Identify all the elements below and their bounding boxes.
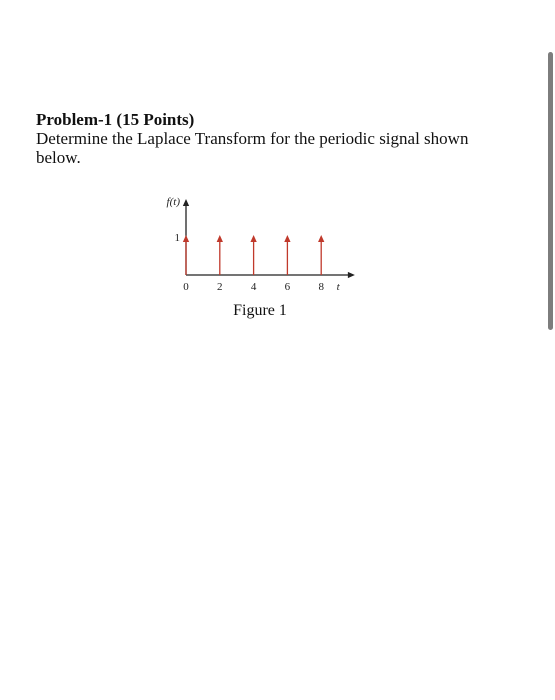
impulse-arrow (250, 235, 256, 242)
figure-caption: Figure 1 (233, 302, 287, 319)
y-axis-arrow (183, 199, 189, 206)
tick-label: 4 (250, 281, 257, 293)
impulse-arrow (318, 235, 324, 242)
impulse-train-figure (150, 192, 380, 302)
y-axis-label: f(t) (166, 196, 180, 208)
x-axis-label: t (336, 281, 340, 293)
impulse-arrow (183, 235, 189, 242)
problem-statement: Determine the Laplace Transform for the periodic signal shown below. (36, 129, 469, 167)
amplitude-label: 1 (174, 232, 180, 244)
tick-label: 2 (217, 281, 223, 293)
impulse-train-plot (150, 192, 380, 302)
tick-label: 0 (183, 281, 189, 293)
tick-label: 6 (284, 281, 291, 293)
tick-label: 8 (318, 281, 324, 293)
problem-title: Problem-1 (15 Points) (36, 110, 195, 129)
x-axis-arrow (348, 272, 355, 278)
problem-block (36, 110, 516, 167)
vertical-scrollbar[interactable] (548, 52, 553, 330)
impulse-arrow (217, 235, 223, 242)
impulse-arrow (284, 235, 290, 242)
